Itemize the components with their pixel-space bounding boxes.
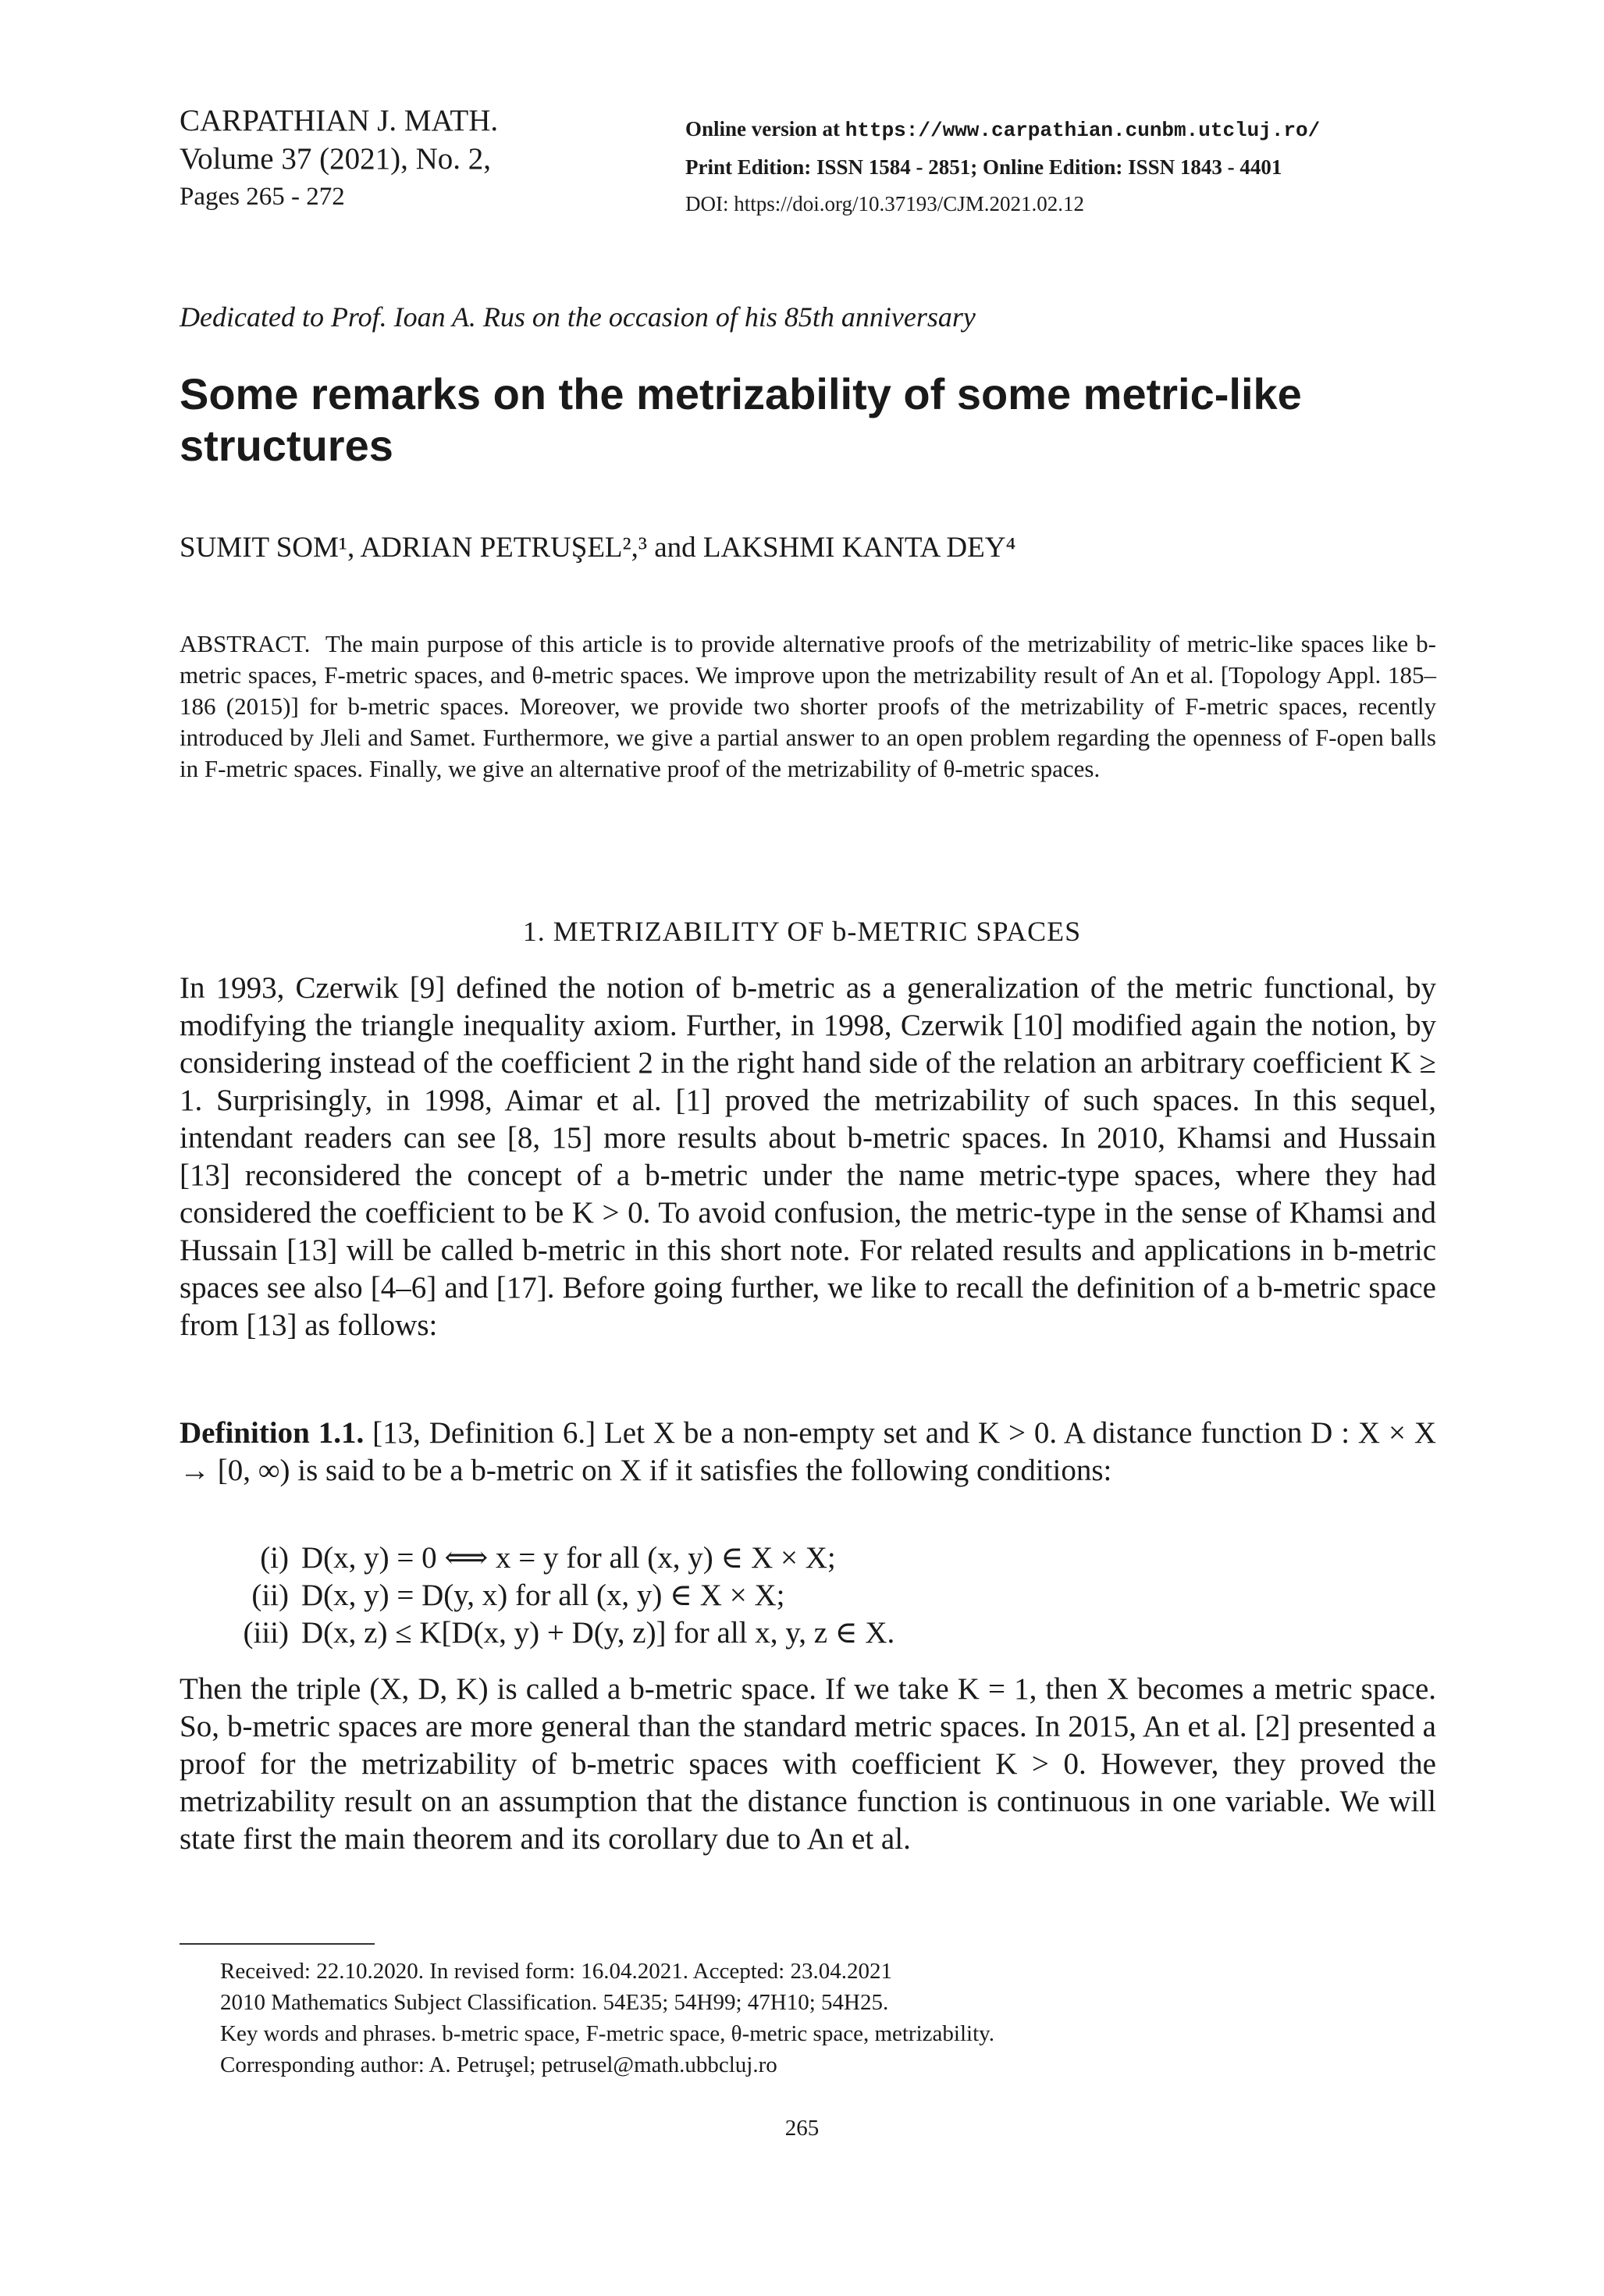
- journal-header: [180, 101, 498, 216]
- publication-meta: [685, 111, 1320, 222]
- dedication: Dedicated to Prof. Ioan A. Rus on the occasion of his 85th anniversary: [180, 301, 976, 333]
- item-label: (i): [260, 1541, 289, 1575]
- item-text: D(x, y) = D(y, x) for all (x, y) ∈ X × X;: [301, 1579, 785, 1612]
- journal-name: CARPATHIAN J. MATH.: [180, 104, 499, 137]
- definition-block: [180, 1415, 1436, 1490]
- footnote-divider: [180, 1943, 375, 1945]
- online-url[interactable]: https://www.carpathian.cunbm.utcluj.ro/: [845, 119, 1321, 142]
- intro-paragraph: In 1993, Czerwik [9] defined the notion of b-metric as a generalization of the metric functional, by modifying the triangle inequality axiom. Further, in 1998, Czerwik [10] modified again the notion, by considering instead of the coefficient 2 in the right hand side of the relation an arbitrary coefficient K ≥ 1. Surprisingly, in 1998, Aimar et al. [1] proved the metrizability of such spaces. In this sequel, intendant readers can see [8, 15] more results about b-metric spaces. In 2010, Khamsi and Hussain [13] reconsidered the concept of a b-metric under the name metric-type spaces, where they had considered the coefficient to be K > 0. To avoid confusion, the metric-type in the sense of Khamsi and Hussain [13] will be called b-metric in this short note. For related results and applications in b-metric spaces see also [4–6] and [17]. Before going further, we like to recall the definition of a b-metric space from [13] as follows:: [180, 971, 1436, 1342]
- item-text: D(x, z) ≤ K[D(x, y) + D(y, z)] for all x, y, z ∈ X.: [301, 1616, 895, 1650]
- section-heading: 1. METRIZABILITY OF b-METRIC SPACES: [522, 916, 1082, 947]
- list-item: [219, 1577, 894, 1614]
- item-label: (iii): [243, 1616, 289, 1650]
- footnote-received: Received: 22.10.2020. In revised form: 16.04.2021. Accepted: 23.04.2021: [220, 1959, 892, 1984]
- footnote-corresponding: Corresponding author: A. Petruşel; petrusel@math.ubbcluj.ro: [220, 2052, 777, 2077]
- conditions-list: [219, 1540, 894, 1652]
- paper-title: Some remarks on the metrizability of some metric-like structures: [180, 369, 1302, 470]
- journal-pages: Pages 265 - 272: [180, 183, 345, 211]
- footnote-msc: 2010 Mathematics Subject Classification. 54E35; 54H99; 47H10; 54H25.: [220, 1990, 889, 2015]
- page-number: 265: [784, 2116, 820, 2141]
- abstract-text: The main purpose of this article is to provide alternative proofs of the metrizability of metric-like spaces like b-metric spaces, F-metric spaces, and θ-metric spaces. We improve upon the metrizability result of An et al. [Topology Appl. 185–186 (2015)] for b-metric spaces. Moreover, we provide two shorter proofs of the metrizability of F-metric spaces, recently introduced by Jleli and Samet. Furthermore, we give a partial answer to an open problem regarding the openness of F-open balls in F-metric spaces. Finally, we give an alternative proof of the metrizability of θ-metric spaces.: [180, 630, 1436, 782]
- list-item: [219, 1540, 894, 1577]
- definition-text: [13, Definition 6.] Let X be a non-empty set and K > 0. A distance function D : X × X → [0, ∞) is said to be a b-metric on X if it satisfies the following conditions:: [180, 1416, 1436, 1487]
- doi-line[interactable]: DOI: https://doi.org/10.37193/CJM.2021.02.12: [685, 192, 1085, 215]
- footnote-keywords: Key words and phrases. b-metric space, F-metric space, θ-metric space, metrizability.: [220, 2021, 994, 2046]
- item-label: (ii): [251, 1579, 289, 1612]
- issn-line: Print Edition: ISSN 1584 - 2851; Online Edition: ISSN 1843 - 4401: [685, 155, 1282, 179]
- abstract: [180, 628, 1436, 785]
- followup-paragraph: Then the triple (X, D, K) is called a b-metric space. If we take K = 1, then X becomes a metric space. So, b-metric spaces are more general than the standard metric spaces. In 2015, An et al. [2] presented a proof for the metrizability of b-metric spaces with coefficient K > 0. However, they proved the metrizability result on an assumption that the distance function is continuous in one variable. We will state first the main theorem and its corollary due to An et al.: [180, 1672, 1436, 1856]
- abstract-label: ABSTRACT.: [180, 630, 311, 657]
- list-item: [219, 1614, 894, 1652]
- footnotes: [220, 1956, 994, 2081]
- online-label: Online version at: [685, 117, 841, 141]
- journal-volume: Volume 37 (2021), No. 2,: [180, 142, 492, 176]
- author-list: SUMIT SOM¹, ADRIAN PETRUŞEL²,³ and LAKSHMI KANTA DEY⁴: [180, 532, 1016, 564]
- definition-label: Definition 1.1.: [180, 1416, 365, 1450]
- item-text: D(x, y) = 0 ⟺ x = y for all (x, y) ∈ X × X;: [301, 1541, 836, 1575]
